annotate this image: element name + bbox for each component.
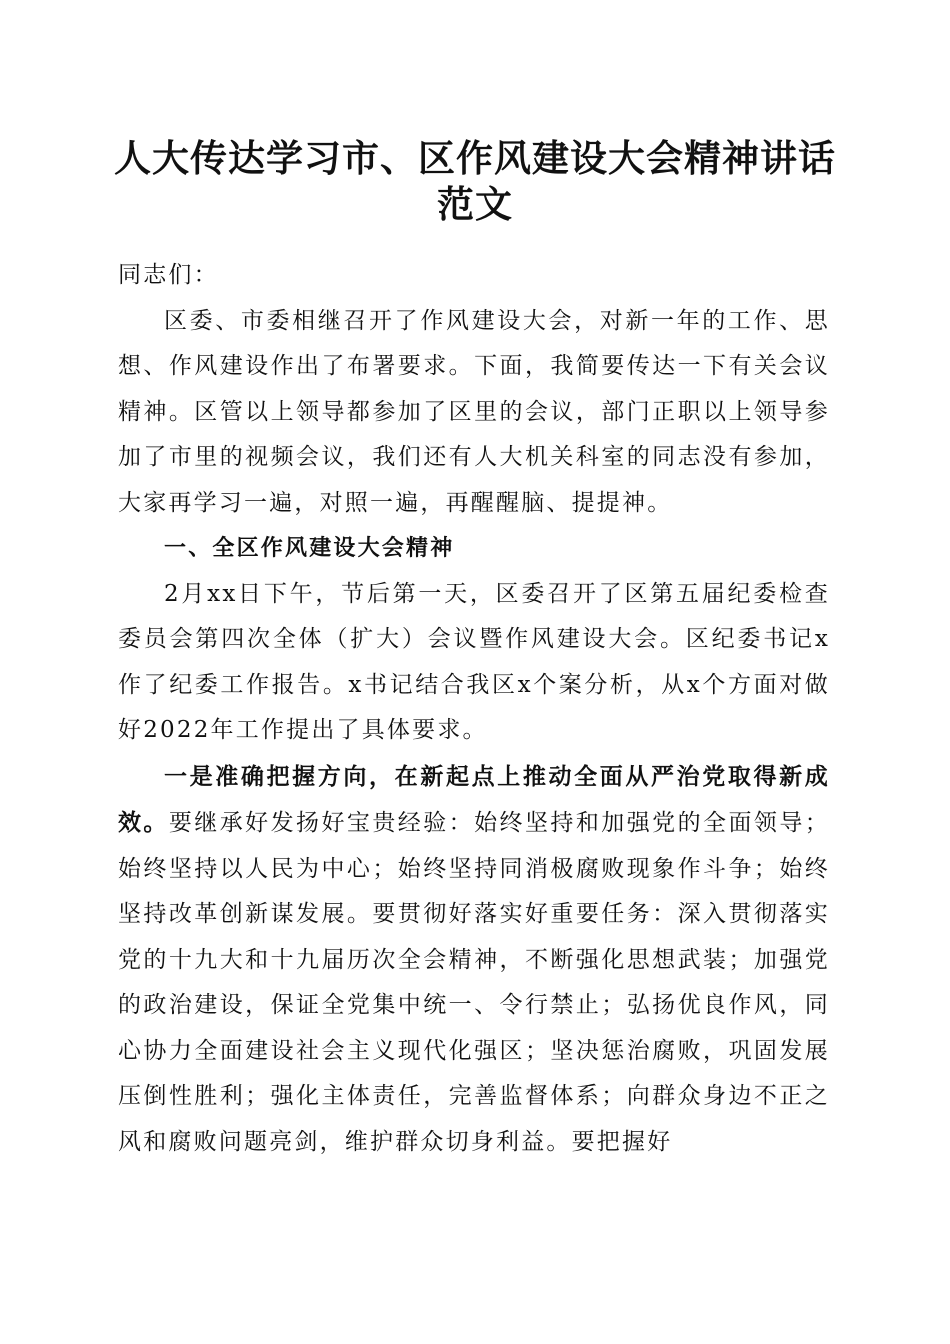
point-one-lead: 一是准确把握方向，在新起点上推动全面从严治党取得新成效。 (118, 762, 830, 836)
paragraph-meeting-summary: 2月xx日下午，节后第一天，区委召开了区第五届纪委检查委员会第四次全体（扩大）会议暨作风建设大会。区纪委书记x作了纪委工作报告。x书记结合我区x个案分析，从x个方面对做好2022年工作提出了具体要求。 (118, 580, 830, 743)
document-body (118, 253, 830, 1165)
document-title: 人大传达学习市、区作风建设大会精神讲话范文 (114, 136, 836, 226)
point-one-body: 要继承好发扬好宝贵经验：始终坚持和加强党的全面领导；始终坚持以人民为中心；始终坚持同消极腐败现象作斗争；始终坚持改革创新谋发展。要贯彻好落实好重要任务：深入贯彻落实党的十九大和十九届历次全会精神，不断强化思想武装；加强党的政治建设，保证全党集中统一、令行禁止；弘扬优良作风，同心协力全面建设社会主义现代化强区；坚决惩治腐败，巩固发展压倒性胜利；强化主体责任，完善监督体系；向群众身边不正之风和腐败问题亮剑，维护群众切身利益。要把握好 (118, 810, 830, 1155)
section-heading-1: 一、全区作风建设大会精神 (164, 536, 455, 561)
salutation: 同志们： (118, 262, 219, 288)
paragraph-point-one (118, 754, 830, 1166)
paragraph-intro: 区委、市委相继召开了作风建设大会，对新一年的工作、思想、作风建设作出了布署要求。下面，我简要传达一下有关会议精神。区管以上领导都参加了区里的会议，部门正职以上领导参加了市里的视频会议，我们还有人大机关科室的同志没有参加，大家再学习一遍，对照一遍，再醒醒脑、提提神。 (118, 307, 830, 516)
